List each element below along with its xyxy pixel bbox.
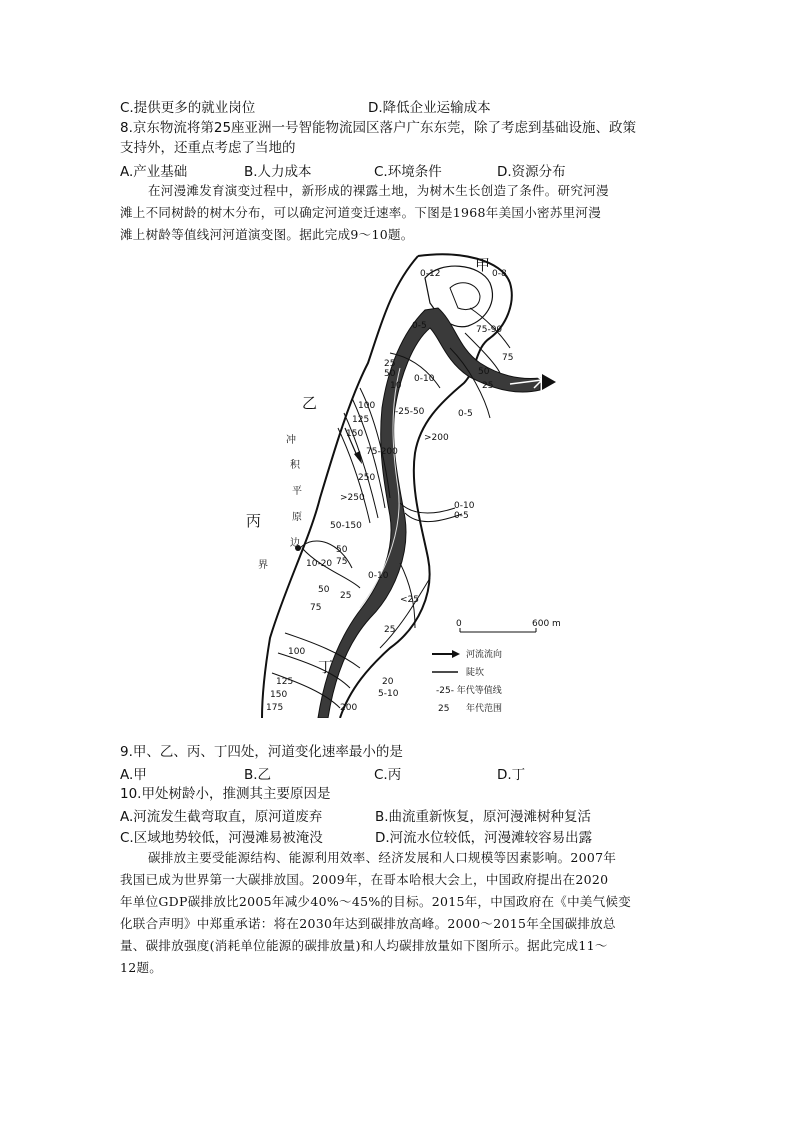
- contour-label: -25-50: [395, 407, 425, 417]
- contour-label: 25: [384, 625, 396, 635]
- scale-max: 600 m: [532, 619, 561, 629]
- legend-range-sample: 25: [438, 704, 450, 714]
- contour-label: 25: [340, 591, 352, 601]
- q9-stem: 9.甲、乙、丙、丁四处，河道变化速率最小的是: [120, 744, 403, 760]
- contour-label: 5-10: [378, 689, 399, 699]
- label-ding: 丁: [318, 658, 334, 676]
- passage2-line5: 量、碳排放强度(消耗单位能源的碳排放量)和人均碳排放量如下图所示。据此完成11～: [120, 938, 608, 953]
- passage2-line3: 年单位GDP碳排放比2005年减少40%～45%的目标。2015年，中国政府在《中美气候变: [120, 894, 632, 909]
- contour-label: 50: [336, 545, 348, 555]
- legend-isoline: -25- 年代等值线: [436, 686, 502, 696]
- q8-stem-line1: 8.京东物流将第25座亚洲一号智能物流园区落户广东东莞，除了考虑到基础设施、政策: [120, 120, 637, 136]
- contour-label: 75-200: [366, 447, 398, 457]
- legend-bank: 陡坎: [466, 668, 485, 678]
- contour-label: 125: [352, 415, 370, 425]
- contour-label: 150: [346, 429, 364, 439]
- meander-inner-lobe: [450, 283, 480, 310]
- contour-label: 50: [478, 367, 490, 377]
- passage2-line4: 化联合声明》中郑重承诺：将在2030年达到碳排放高峰。2000～2015年全国碳排放总: [120, 916, 616, 931]
- q9-option-c: C.丙: [374, 767, 402, 783]
- contour-label: 75-90: [476, 325, 503, 335]
- q9-option-d: D.丁: [497, 767, 526, 783]
- map-legend: [432, 619, 561, 714]
- contour-label: 0-5: [458, 409, 473, 419]
- boundary-char-4: 原: [292, 512, 302, 523]
- contour-label: 150: [270, 690, 288, 700]
- contour-label: >250: [340, 493, 365, 503]
- legend-flow: 河流流向: [466, 650, 503, 660]
- contour-label: >200: [424, 433, 449, 443]
- contour-label: 0-5: [412, 321, 427, 331]
- q7-option-d: D.降低企业运输成本: [368, 100, 491, 116]
- passage1-line3: 滩上树龄等值线河河道演变图。据此完成9～10题。: [120, 227, 414, 242]
- label-yi: 乙: [302, 394, 318, 412]
- contour-label: 0-10: [414, 374, 435, 384]
- q9-option-b: B.乙: [244, 767, 272, 783]
- contour-label: <25: [400, 595, 419, 605]
- contour-label: 175: [266, 703, 284, 713]
- q8-option-b: B.人力成本: [244, 164, 312, 180]
- passage2-line2: 我国已成为世界第一大碳排放国。2009年，在哥本哈根大会上，中国政府提出在2020: [120, 872, 609, 887]
- label-bing: 丙: [246, 512, 262, 530]
- q10-option-a: A.河流发生截弯取直，原河道废弃: [120, 809, 323, 825]
- legend-range: 年代范围: [466, 704, 503, 714]
- passage2-line1: 碳排放主要受能源结构、能源利用效率、经济发展和人口规模等因素影响。2007年: [148, 850, 617, 865]
- contour-label: 25: [384, 359, 396, 369]
- passage1-line2: 滩上不同树龄的树木分布，可以确定河道变迁速率。下图是1968年美国小密苏里河漫: [120, 205, 602, 220]
- contour-label: 50: [318, 585, 330, 595]
- contour-label: 25: [482, 381, 494, 391]
- q8-stem-line2: 支持外，还重点考虑了当地的: [120, 140, 296, 156]
- passage1-line1: 在河漫滩发育演变过程中，新形成的裸露土地，为树木生长创造了条件。研究河漫: [148, 183, 609, 198]
- contour-label: 200: [340, 703, 358, 713]
- river-floodplain-map: [240, 248, 570, 718]
- q10-option-c: C.区域地势较低，河漫滩易被淹没: [120, 830, 323, 846]
- contour-label: 20: [382, 677, 394, 687]
- q8-option-c: C.环境条件: [374, 164, 442, 180]
- contour-label: 0-12: [420, 269, 441, 279]
- contour-label: 50: [384, 369, 396, 379]
- q10-stem: 10.甲处树龄小，推测其主要原因是: [120, 786, 331, 802]
- contour-label: 100: [288, 647, 306, 657]
- label-jia: 甲: [475, 256, 491, 274]
- q10-option-d: D.河流水位较低，河漫滩较容易出露: [375, 830, 593, 846]
- q8-option-d: D.资源分布: [497, 164, 566, 180]
- q8-option-a: A.产业基础: [120, 164, 188, 180]
- boundary-char-5: 边: [290, 538, 300, 549]
- contour-label: 0-10: [368, 571, 389, 581]
- q10-option-b: B.曲流重新恢复，原河漫滩树种复活: [375, 809, 592, 825]
- contour-label: 10-20: [306, 559, 333, 569]
- contour-label: 0-5: [454, 511, 469, 521]
- contour-label: 0-8: [492, 269, 507, 279]
- contour-label: 75: [502, 353, 514, 363]
- q9-option-a: A.甲: [120, 767, 147, 783]
- contour-label: 250: [358, 473, 376, 483]
- passage2-line6: 12题。: [120, 960, 163, 975]
- contour-label: 0-10: [454, 501, 475, 511]
- boundary-char-6: 界: [258, 560, 268, 571]
- contour-label: 50-150: [330, 521, 362, 531]
- boundary-char-3: 平: [292, 486, 302, 497]
- contour-label: 75: [310, 603, 322, 613]
- scale-zero: 0: [456, 619, 462, 629]
- contour-label: 125: [276, 677, 294, 687]
- contour-label: 100: [358, 401, 376, 411]
- boundary-char-1: 冲: [286, 435, 296, 446]
- boundary-char-2: 积: [290, 460, 300, 471]
- contour-label: 10: [390, 381, 402, 391]
- q7-option-c: C.提供更多的就业岗位: [120, 100, 256, 116]
- contour-label: 75: [336, 557, 348, 567]
